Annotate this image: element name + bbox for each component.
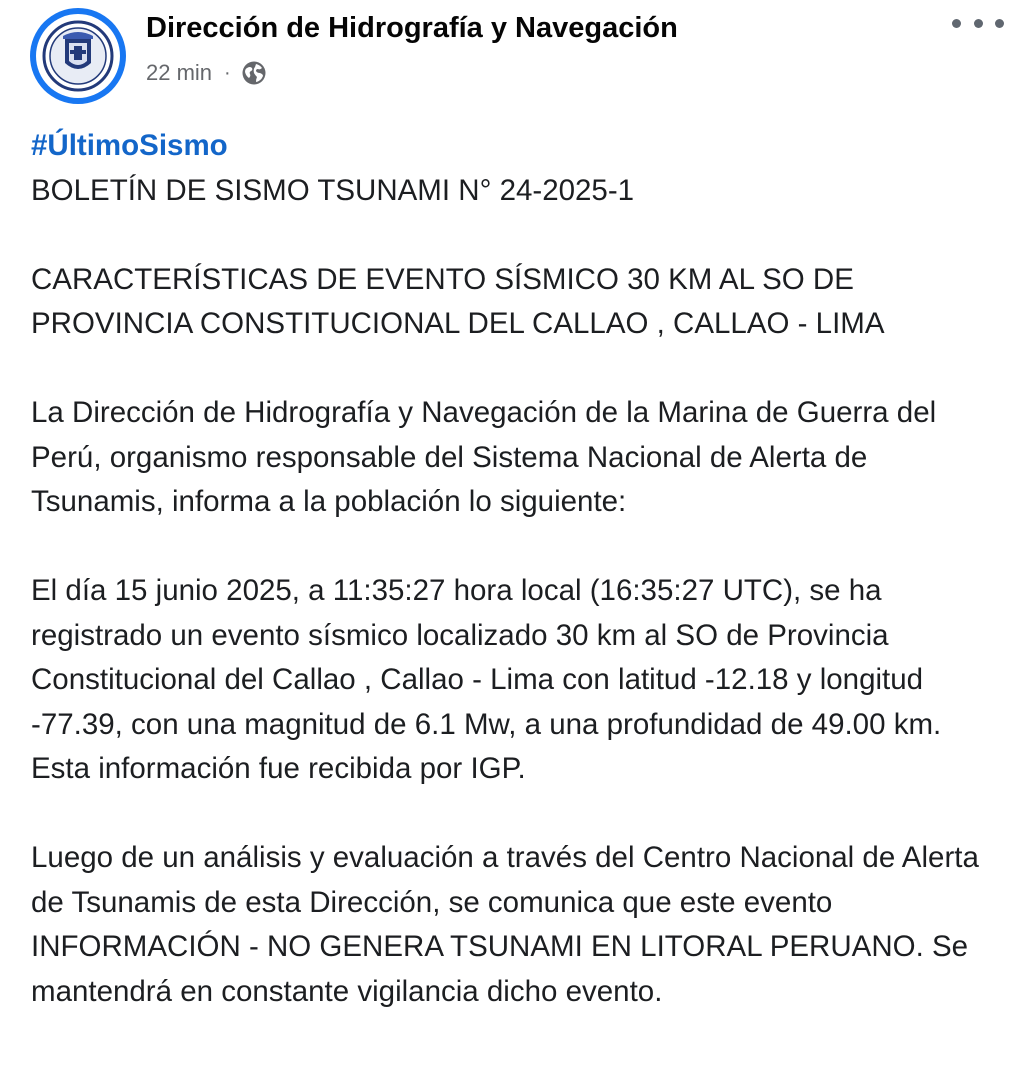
avatar[interactable] (30, 8, 126, 104)
post-body (31, 124, 1001, 1014)
paragraph-gap (31, 347, 1001, 392)
globe-icon (241, 60, 267, 86)
bulletin-title: BOLETÍN DE SISMO TSUNAMI N° 24-2025-1 (31, 173, 635, 207)
more-dot (952, 19, 961, 28)
post-timestamp[interactable]: 22 min (146, 60, 213, 85)
intro-paragraph: La Dirección de Hidrografía y Navegación de la Marina de Guerra del Perú, organismo responsable del Sistema Nacional de Alerta de Tsunamis, informa a la población lo siguiente: (31, 396, 937, 518)
page-name-link[interactable]: Dirección de Hidrografía y Navegación (146, 12, 678, 44)
paragraph-gap (31, 213, 1001, 258)
paragraph-gap (31, 525, 1001, 570)
more-options-icon[interactable] (952, 10, 1004, 36)
paragraph-gap (31, 792, 1001, 837)
meta-separator: · (224, 61, 231, 84)
more-dot (974, 19, 983, 28)
more-dot (995, 19, 1004, 28)
post-meta (146, 60, 267, 86)
hashtag-link[interactable]: #ÚltimoSismo (31, 129, 228, 162)
post-header (0, 0, 1026, 110)
navy-shield-logo-icon (36, 14, 120, 98)
event-details-paragraph: El día 15 junio 2025, a 11:35:27 hora local (16:35:27 UTC), se ha registrado un evento sísmico localizado 30 km al SO de Provincia Constitucional del Callao , Callao - Lima con latitud -12.18 y longitud -77.39, con una magnitud de 6.1 Mw, a una profundidad de 49.00 km. Esta información fue recibida por IGP. (31, 574, 942, 785)
event-characteristics: CARACTERÍSTICAS DE EVENTO SÍSMICO 30 KM AL SO DE PROVINCIA CONSTITUCIONAL DEL CALLAO , CALLAO - LIMA (31, 262, 885, 340)
conclusion-paragraph: Luego de un análisis y evaluación a través del Centro Nacional de Alerta de Tsunamis de esta Dirección, se comunica que este evento INFORMACIÓN - NO GENERA TSUNAMI EN LITORAL PERUANO. Se mantendrá en constante vigilancia dicho evento. (31, 841, 979, 1008)
